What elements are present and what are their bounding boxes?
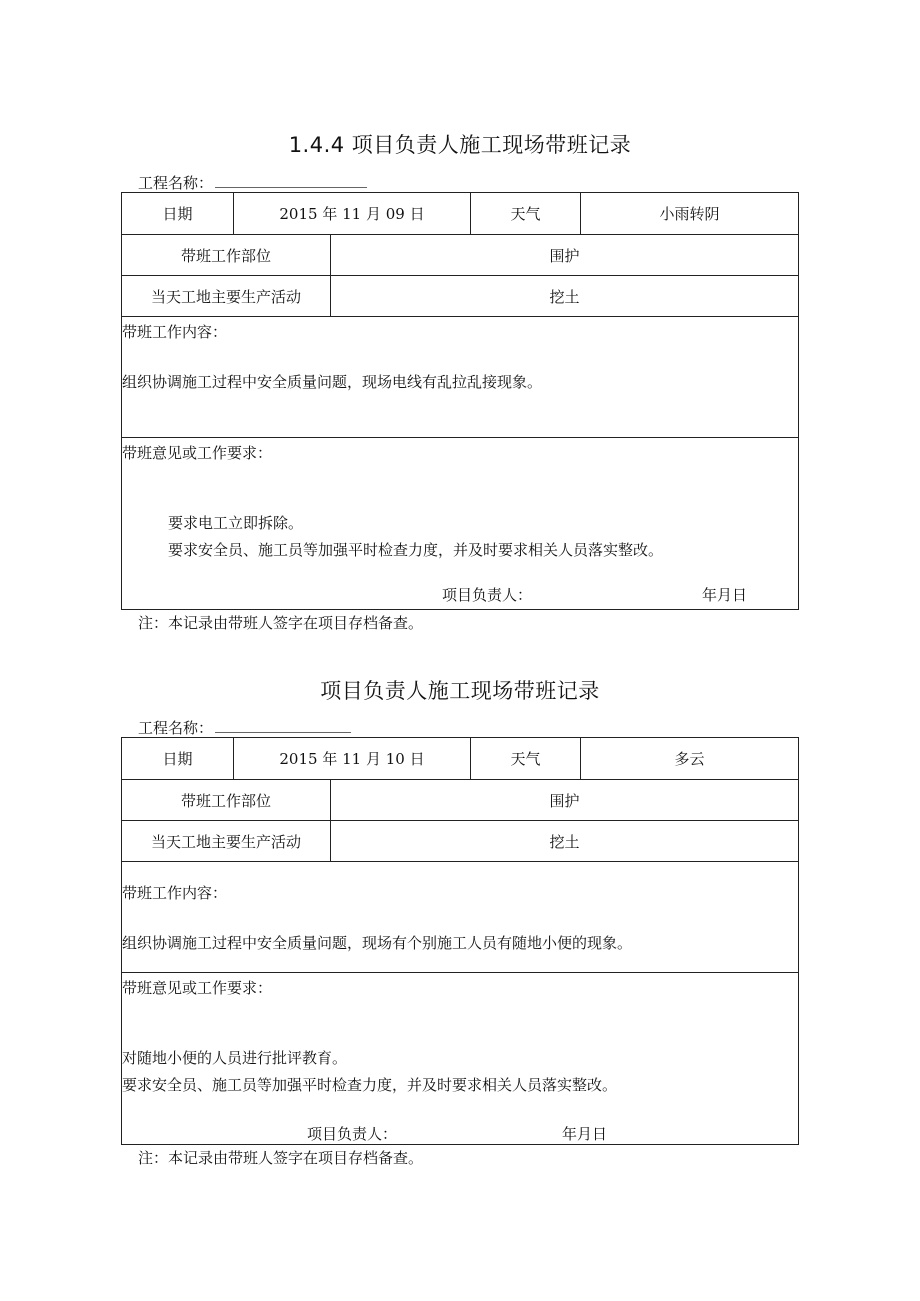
record-1-title: 1.4.4 项目负责人施工现场带班记录 [288, 133, 632, 157]
project-name-label: 工程名称： [138, 719, 214, 737]
date-value: 2015 年 11 月 09 日 [233, 193, 470, 234]
activity-row [122, 276, 798, 317]
work-content-text: 组织协调施工过程中安全质量问题，现场有个别施工人员有随地小便的现象。 [122, 934, 633, 952]
sign-date: 年月日 [562, 1125, 608, 1143]
location-label: 带班工作部位 [180, 246, 271, 265]
weather-label: 天气 [470, 193, 580, 234]
work-content-section [122, 317, 798, 438]
location-label: 带班工作部位 [180, 791, 271, 810]
activity-value: 挖土 [330, 821, 798, 861]
sign-date: 年月日 [702, 586, 748, 604]
date-value: 2015 年 11 月 10 日 [233, 738, 470, 779]
record-2-project-name [138, 717, 351, 738]
location-value: 围护 [330, 780, 798, 820]
opinion-label: 带班意见或工作要求： [122, 979, 273, 997]
signer-label: 项目负责人： [307, 1125, 398, 1143]
opinion-label: 带班意见或工作要求： [122, 444, 273, 462]
opinion-line-1: 对随地小便的人员进行批评教育。 [122, 1049, 348, 1067]
opinion-section [122, 438, 798, 609]
project-name-label: 工程名称： [138, 174, 214, 192]
weather-value: 小雨转阴 [580, 193, 798, 234]
activity-value: 挖土 [330, 276, 798, 316]
opinion-line-2: 要求安全员、施工员等加强平时检查力度，并及时要求相关人员落实整改。 [168, 541, 664, 559]
date-weather-row [122, 738, 798, 780]
work-content-text: 组织协调施工过程中安全质量问题，现场电线有乱拉乱接现象。 [122, 373, 543, 391]
location-value: 围护 [330, 235, 798, 275]
record-1-project-name [138, 172, 367, 193]
activity-label: 当天工地主要生产活动 [150, 832, 301, 851]
record-1-table [121, 192, 799, 610]
work-content-label: 带班工作内容： [122, 323, 228, 341]
activity-row [122, 821, 798, 862]
opinion-line-1: 要求电工立即拆除。 [168, 514, 304, 532]
activity-label: 当天工地主要生产活动 [150, 287, 301, 306]
project-name-blank [215, 175, 367, 188]
work-content-label: 带班工作内容： [122, 884, 228, 902]
opinion-line-2: 要求安全员、施工员等加强平时检查力度，并及时要求相关人员落实整改。 [122, 1076, 618, 1094]
date-label: 日期 [162, 205, 193, 223]
date-label: 日期 [162, 750, 193, 768]
opinion-section [122, 973, 798, 1144]
work-content-section [122, 862, 798, 973]
record-2-title: 项目负责人施工现场带班记录 [320, 679, 600, 703]
weather-label: 天气 [470, 738, 580, 779]
date-weather-row [122, 193, 798, 235]
weather-value: 多云 [580, 738, 798, 779]
signer-label: 项目负责人： [442, 586, 533, 604]
record-2-note: 注：本记录由带班人签字在项目存档备查。 [138, 1149, 424, 1167]
location-row [122, 235, 798, 276]
location-row [122, 780, 798, 821]
record-2-table [121, 737, 799, 1145]
project-name-blank [215, 720, 351, 733]
record-1-note: 注：本记录由带班人签字在项目存档备查。 [138, 614, 424, 632]
